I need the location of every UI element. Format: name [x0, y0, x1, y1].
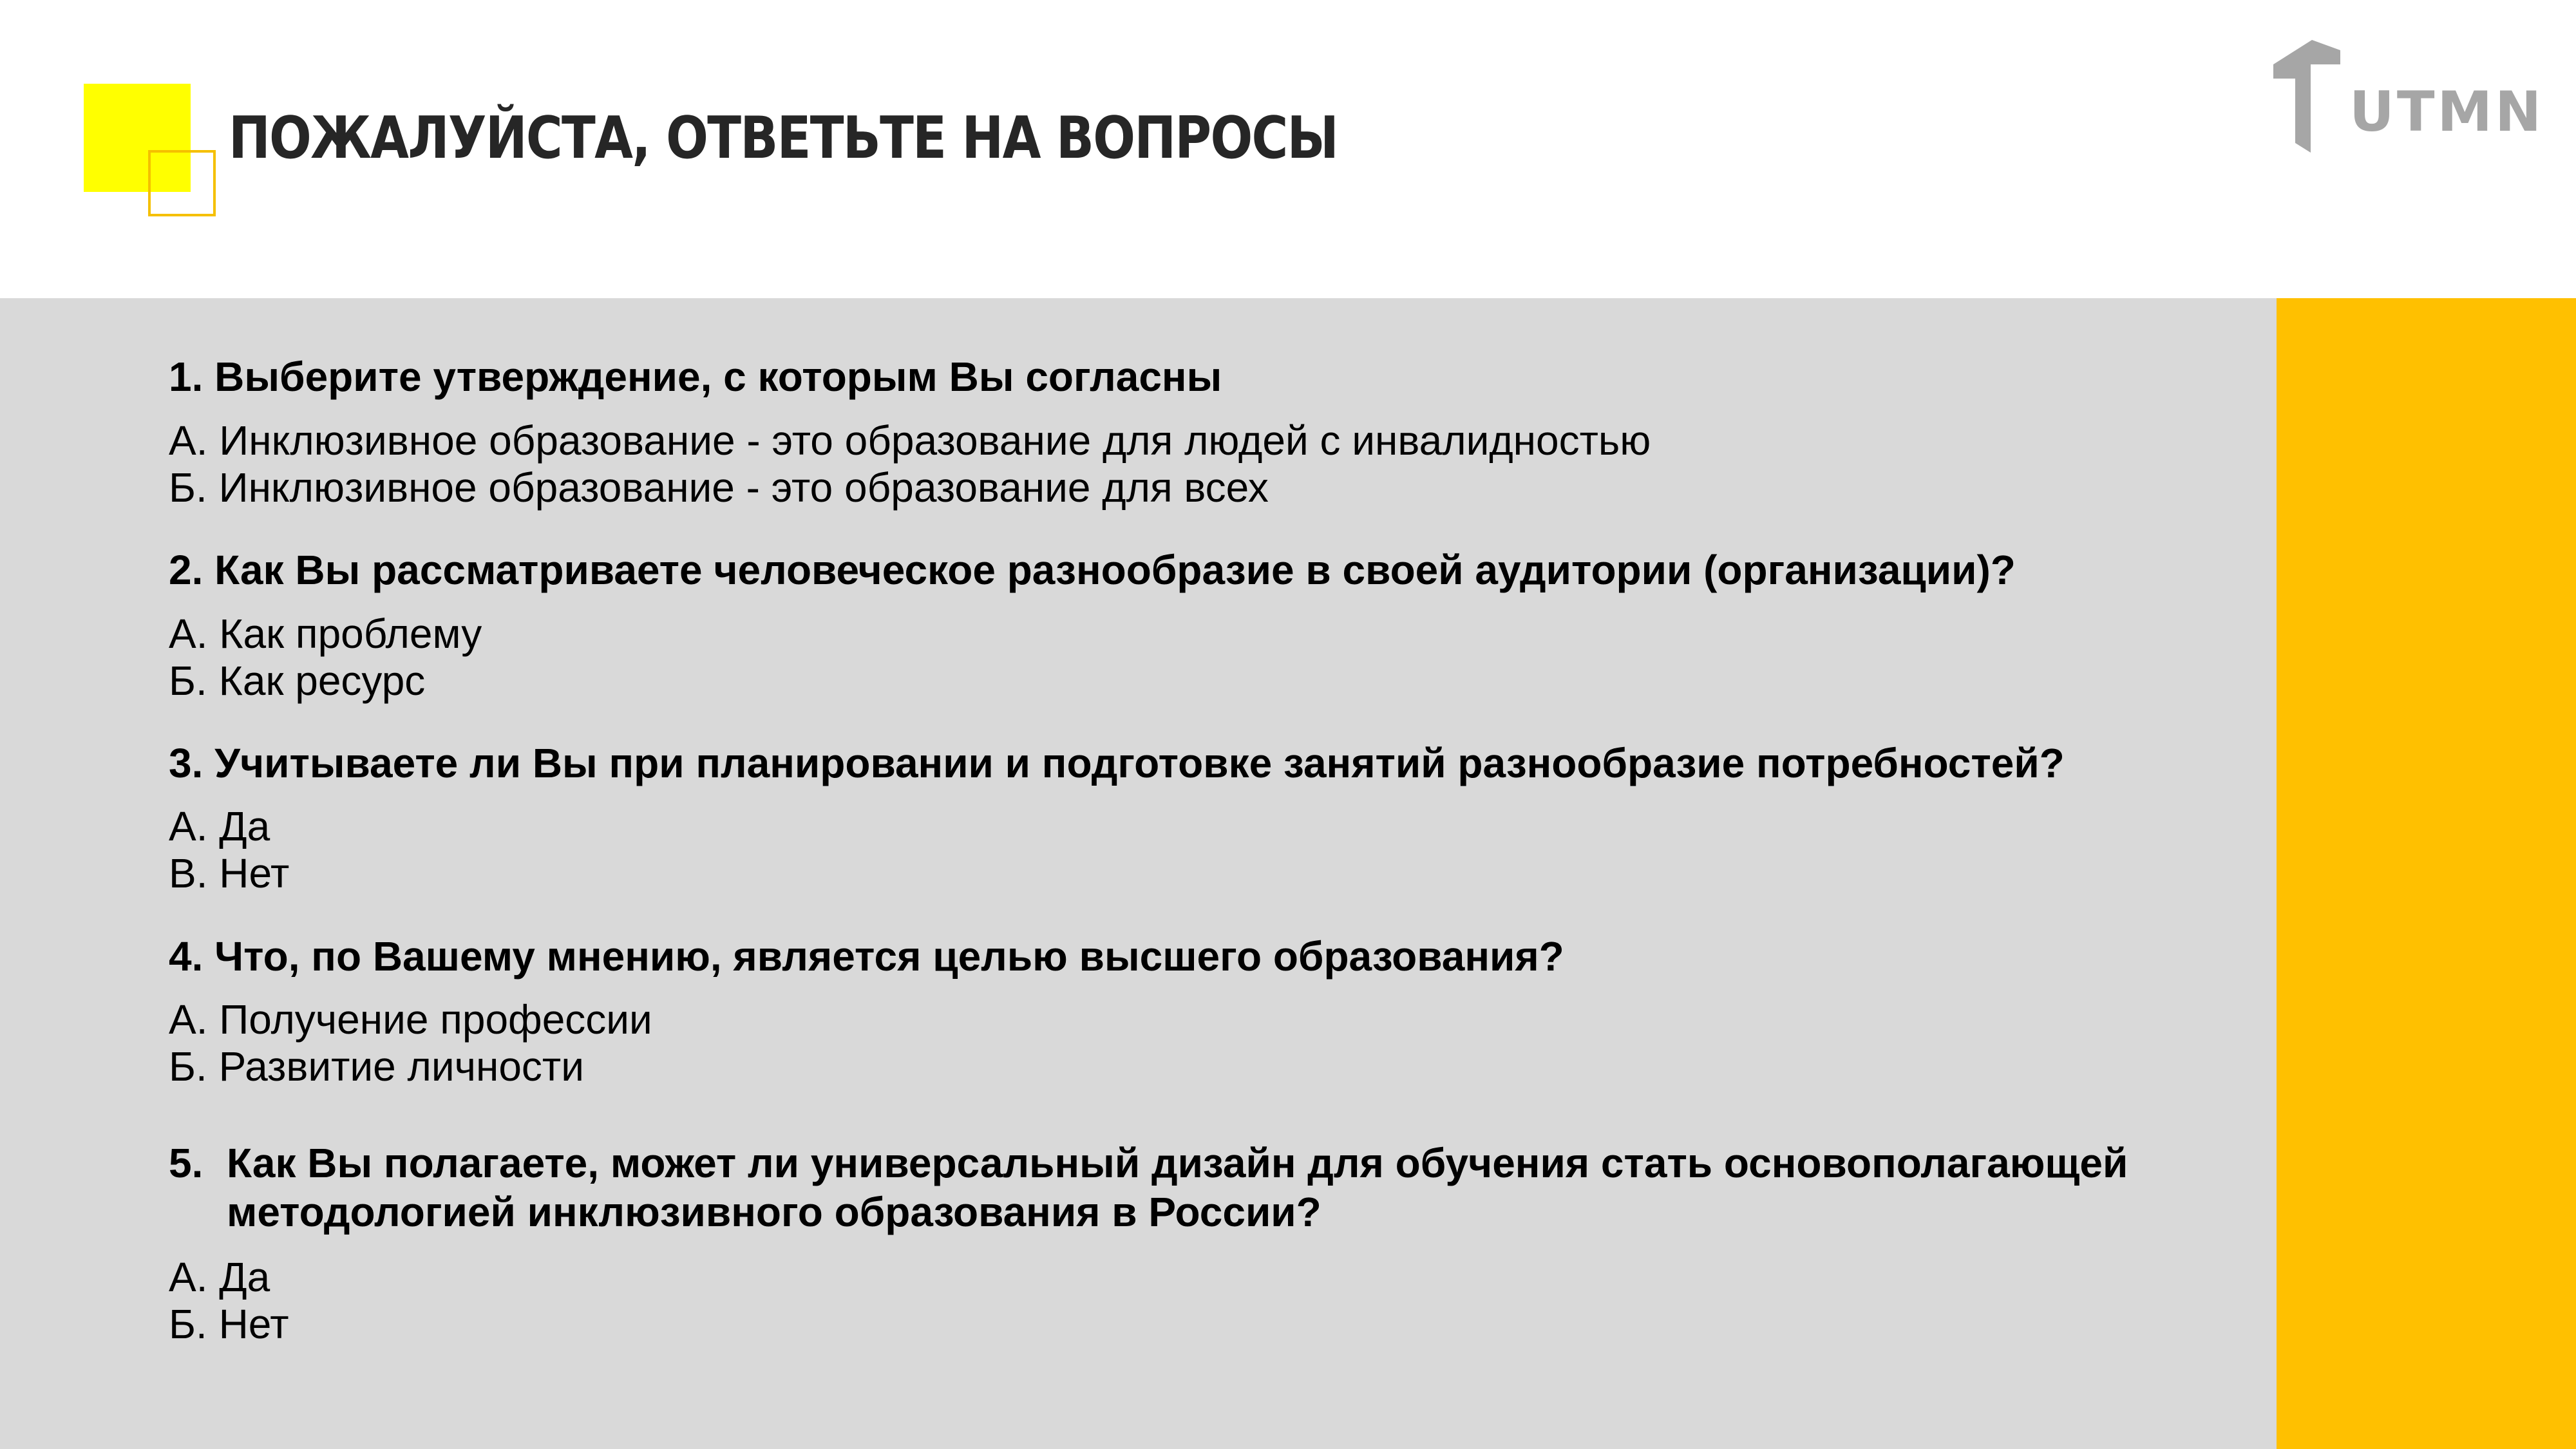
- logo-text: UTMN: [2349, 80, 2544, 144]
- answer-list-3: [169, 803, 289, 897]
- answer-option: Б. Развитие личности: [169, 1043, 584, 1090]
- answer-option: А. Да: [169, 803, 270, 849]
- question-2: 2. Как Вы рассматриваете человеческое разнообразие в своей аудитории (организации)?: [169, 547, 2016, 593]
- utmn-logo: [2273, 40, 2544, 156]
- answer-option: Б. Как ресурс: [169, 658, 426, 704]
- question-1: 1. Выберите утверждение, с которым Вы согласны: [169, 354, 1222, 400]
- question-5: [169, 1139, 2128, 1236]
- answer-list-1: [169, 417, 1651, 511]
- answer-option: А. Да: [169, 1254, 270, 1300]
- answer-option: А. Получение профессии: [169, 996, 652, 1043]
- answer-option: Б. Инклюзивное образование - это образование для всех: [169, 464, 1269, 511]
- utmn-logo-mark-icon: [2273, 40, 2344, 156]
- answer-option: А. Как проблему: [169, 611, 482, 657]
- side-accent-bar: [2277, 298, 2576, 1449]
- answer-option: Б. Нет: [169, 1301, 289, 1347]
- answer-list-4: [169, 996, 652, 1090]
- question-text-line-2: методологией инклюзивного образования в России?: [227, 1189, 1321, 1235]
- answer-list-5: [169, 1254, 289, 1348]
- outline-square-decoration: [148, 150, 216, 216]
- question-text-line-1: Как Вы полагаете, может ли универсальный дизайн для обучения стать основополагающей: [227, 1140, 2128, 1186]
- answer-list-2: [169, 611, 482, 705]
- page-title: ПОЖАЛУЙСТА, ОТВЕТЬТЕ НА ВОПРОСЫ: [229, 104, 1338, 172]
- question-3: 3. Учитываете ли Вы при планировании и подготовке занятий разнообразие потребностей?: [169, 740, 2065, 786]
- slide-header: [0, 0, 2576, 298]
- answer-option: А. Инклюзивное образование - это образование для людей с инвалидностью: [169, 417, 1651, 464]
- question-4: 4. Что, по Вашему мнению, является целью высшего образования?: [169, 933, 1564, 980]
- question-number: 5.: [169, 1140, 204, 1186]
- answer-option: В. Нет: [169, 850, 290, 896]
